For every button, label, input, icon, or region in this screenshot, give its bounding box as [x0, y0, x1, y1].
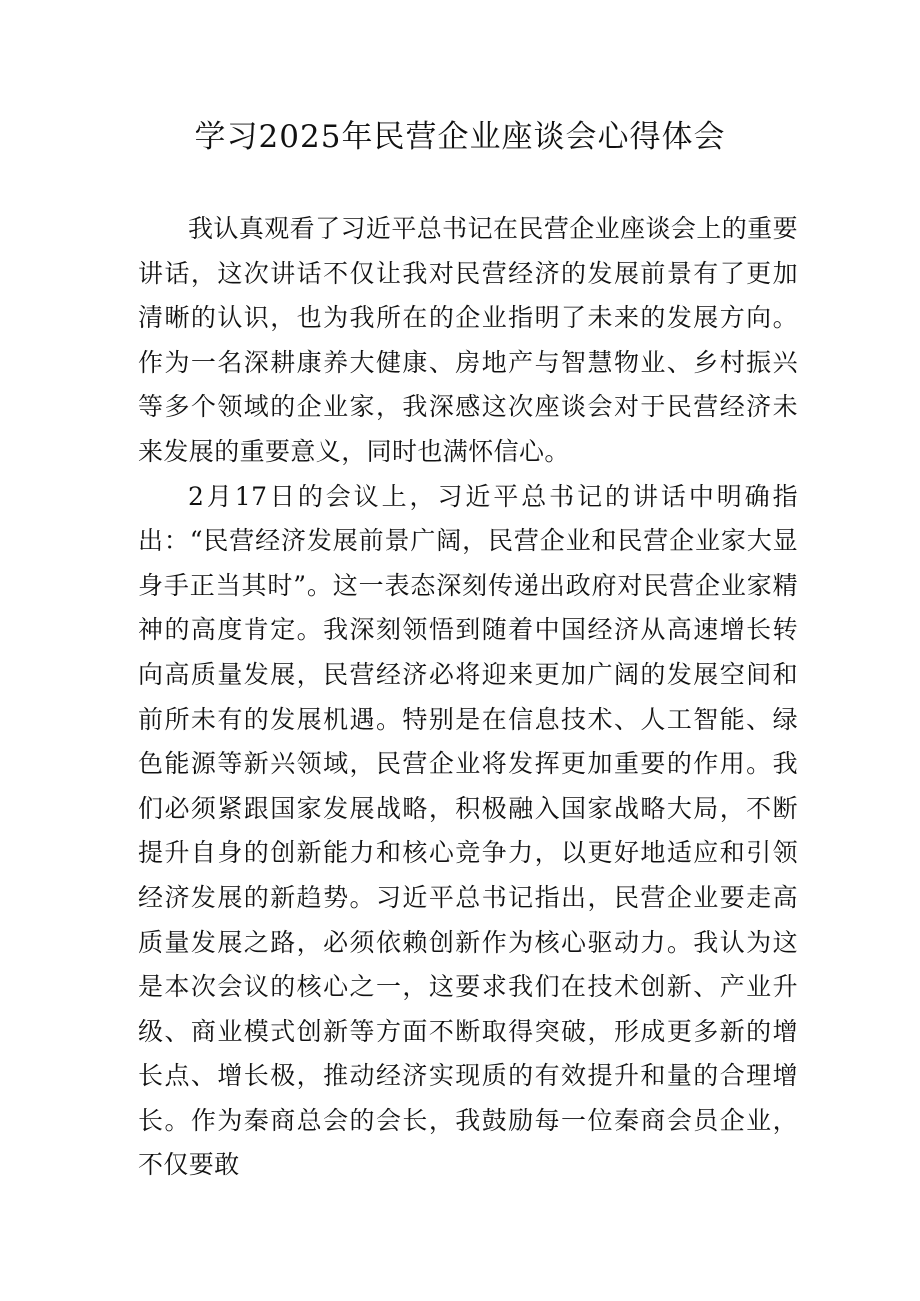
document-body [138, 207, 798, 1188]
paragraph-intro: 我认真观看了习近平总书记在民营企业座谈会上的重要讲话，这次讲话不仅让我对民营经济的发展前景有了更加清晰的认识，也为我所在的企业指明了未来的发展方向。作为一名深耕康养大健康、房地产与智慧物业、乡村振兴等多个领域的企业家，我深感这次座谈会对于民营经济未来发展的重要意义，同时也满怀信心。 [138, 214, 798, 466]
document-title: 学习2025年民营企业座谈会心得体会 [194, 119, 726, 155]
paragraph-meeting: 2月17日的会议上，习近平总书记的讲话中明确指出：“民营经济发展前景广阔，民营企业和民营企业家大显身手正当其时”。这一表态深刻传递出政府对民营企业家精神的高度肯定。我深刻领悟到随着中国经济从高速增长转向高质量发展，民营经济必将迎来更加广阔的发展空间和前所未有的发展机遇。特别是在信息技术、人工智能、绿色能源等新兴领域，民营企业将发挥更加重要的作用。我们必须紧跟国家发展战略，积极融入国家战略大局，不断提升自身的创新能力和核心竞争力，以更好地适应和引领经济发展的新趋势。习近平总书记指出，民营企业要走高质量发展之路，必须依赖创新作为核心驱动力。我认为这是本次会议的核心之一，这要求我们在技术创新、产业升级、商业模式创新等方面不断取得突破，形成更多新的增长点、增长极，推动经济实现质的有效提升和量的合理增长。作为秦商总会的会长，我鼓励每一位秦商会员企业，不仅要敢 [138, 481, 798, 1180]
